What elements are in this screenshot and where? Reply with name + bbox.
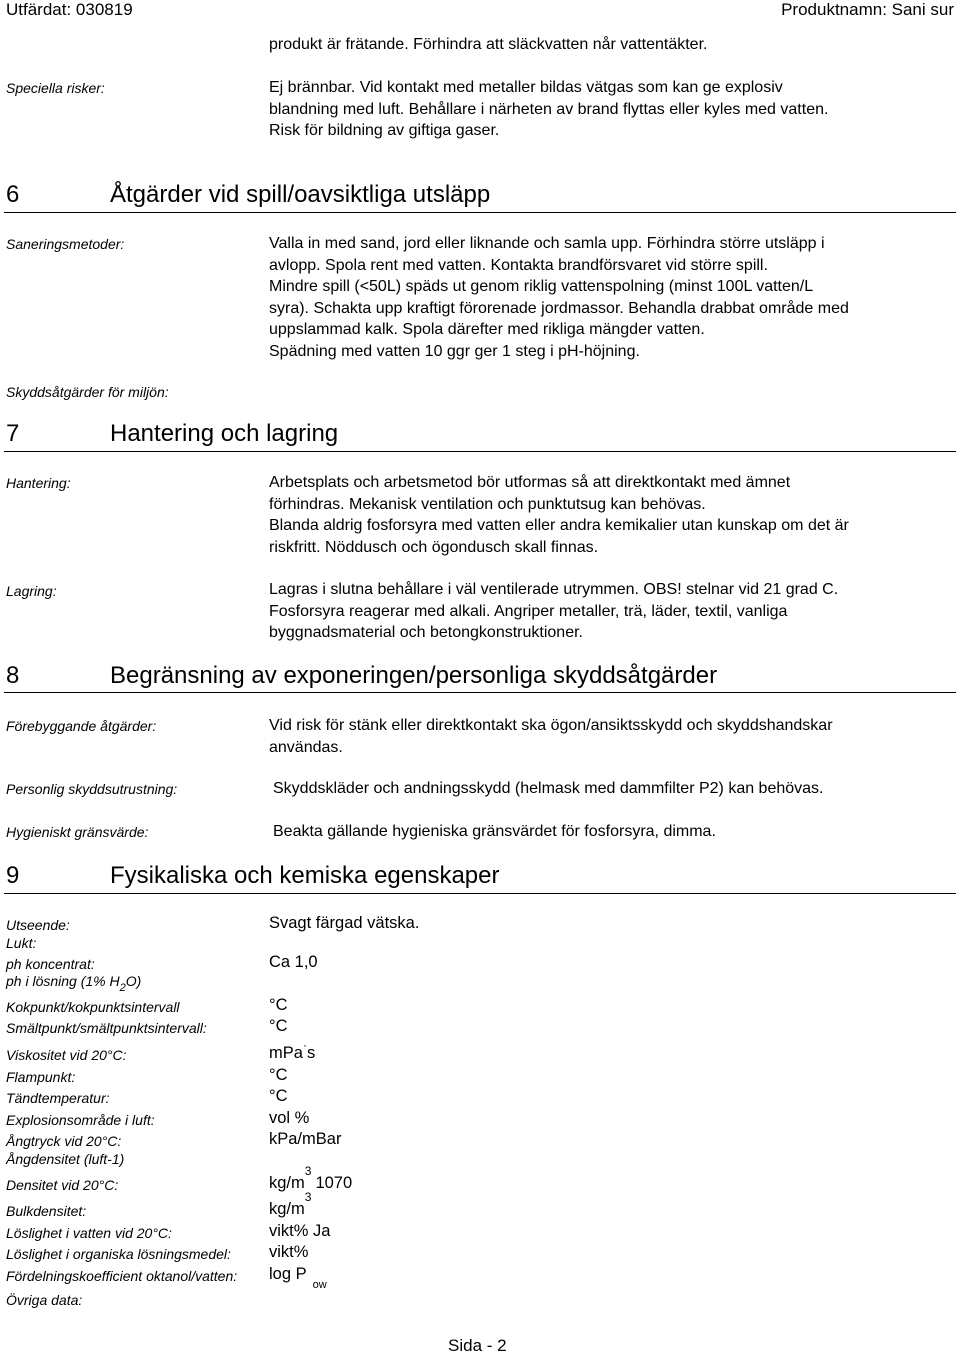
storage-text: Lagras i slutna behållare i väl ventilerade utrymmen. OBS! stelnar vid 21 grad C. Fosforsyra reagerar med alkali. Angriper metaller, trä, läder, textil, vanliga byggnadsmaterial och betongkonstruktioner. (269, 581, 839, 641)
environment-label: Skyddsåtgärder för miljön: (6, 384, 169, 400)
density-value: $kg/m^31070$ (269, 1164, 353, 1192)
exposure-limit-label: Hygieniskt gränsvärde: (6, 824, 149, 840)
ppe-label: Personlig skyddsutrustning: (6, 781, 178, 797)
ph-concentrate-value: Ca 1,0 (269, 953, 318, 971)
explosion-range-label: Explosionsområde i luft: (6, 1112, 155, 1128)
section-9-number: 9 (6, 862, 20, 889)
viscosity-value: mPa·s (269, 1038, 316, 1062)
partition-coefficient-value: $\log P_{ow}$ (269, 1265, 327, 1291)
melting-point-label: Smältpunkt/smältpunktsintervall: (6, 1020, 207, 1036)
solubility-organic-label: Löslighet i organiska lösningsmedel: (6, 1246, 231, 1262)
flash-point-value: °C (269, 1066, 288, 1084)
handling-label: Hantering: (6, 475, 71, 491)
ph-solution-label: ph i lösning (1% $H_2O$) (6, 973, 142, 994)
section-9-title: Fysikaliska och kemiska egenskaper (110, 862, 500, 889)
explosion-range-value: vol % (269, 1109, 310, 1127)
solubility-organic-value: vikt% (269, 1243, 309, 1261)
cleanup-text: Valla in med sand, jord eller liknande och samla upp. Förhindra större utsläpp i avlopp. Spola rent med vatten. Kontakta brandförsvaret vid större spill. Mindre spill (<50L) späds ut genom riklig vattenspolning (minst 100L vatten/L syra). Schakta upp kraftigt förorenade jordmassor. Behandla drabbat område med uppslammad kalk. Spola därefter med rikliga mängder vatten. Spädning med vatten 10 ggr ger 1 steg i pH-höjning. (269, 235, 849, 360)
appearance-value: Svagt färgad vätska. (269, 914, 420, 932)
vapor-pressure-label: Ångtryck vid 20°C: (6, 1133, 122, 1149)
product-name: Produktnamn: Sani sur (781, 0, 954, 19)
preventive-text: Vid risk för stänk eller direktkontakt ska ögon/ansiktsskydd och skyddshandskar användas. (269, 717, 833, 756)
section-7-rule (4, 451, 956, 452)
special-risks-text: Ej brännbar. Vid kontakt med metaller bildas vätgas som kan ge explosiv blandning med luft. Behållare i närheten av brand flyttas eller kyles med vatten. Risk för bildning av giftiga gaser. (269, 79, 829, 139)
ppe-text: Skyddskläder och andningsskydd (helmask med dammfilter P2) kan behövas. (273, 780, 824, 797)
ignition-temp-value: °C (269, 1087, 288, 1105)
vapor-density-label: Ångdensitet (luft-1) (6, 1151, 125, 1167)
section-8-title: Begränsning av exponeringen/personliga skyddsåtgärder (110, 662, 718, 689)
continued-text: produkt är frätande. Förhindra att släckvatten når vattentäkter. (269, 36, 708, 53)
special-risks-label: Speciella risker: (6, 80, 105, 96)
cleanup-label: Saneringsmetoder: (6, 236, 125, 252)
section-7-number: 7 (6, 420, 20, 447)
viscosity-label: Viskositet vid 20°C: (6, 1047, 127, 1063)
section-8-number: 8 (6, 662, 20, 689)
preventive-label: Förebyggande åtgärder: (6, 718, 157, 734)
section-8-rule (4, 692, 956, 693)
storage-label: Lagring: (6, 583, 57, 599)
boiling-point-label: Kokpunkt/kokpunktsintervall (6, 999, 180, 1015)
section-6-title: Åtgärder vid spill/oavsiktliga utsläpp (110, 181, 491, 208)
issued-date: Utfärdat: 030819 (6, 0, 133, 19)
solubility-water-label: Löslighet i vatten vid 20°C: (6, 1225, 172, 1241)
handling-text: Arbetsplats och arbetsmetod bör utformas så att direktkontakt med ämnet förhindras. Mekanisk ventilation och punktutsug kan behövas. Blanda aldrig fosforsyra med vatten eller andra kemikalier utan kunskap om det är riskfritt. Nöddusch och ögondusch skall finnas. (269, 474, 849, 556)
bulk-density-value: $kg/m^3$ (269, 1190, 312, 1218)
density-label: Densitet vid 20°C: (6, 1177, 119, 1193)
section-6-number: 6 (6, 181, 20, 208)
ph-concentrate-label: ph koncentrat: (6, 956, 95, 972)
odor-label: Lukt: (6, 935, 37, 951)
section-9-rule (4, 893, 956, 894)
solubility-water-value: vikt% Ja (269, 1222, 331, 1240)
flash-point-label: Flampunkt: (6, 1069, 76, 1085)
other-data-label: Övriga data: (6, 1292, 83, 1308)
vapor-pressure-value: kPa/mBar (269, 1130, 342, 1148)
ignition-temp-label: Tändtemperatur: (6, 1090, 110, 1106)
section-7-title: Hantering och lagring (110, 420, 339, 447)
section-6-rule (4, 212, 956, 213)
bulk-density-label: Bulkdensitet: (6, 1203, 87, 1219)
partition-coefficient-label: Fördelningskoefficient oktanol/vatten: (6, 1268, 238, 1284)
appearance-label: Utseende: (6, 917, 70, 933)
exposure-limit-text: Beakta gällande hygieniska gränsvärdet för fosforsyra, dimma. (273, 823, 716, 840)
page-number: Sida - 2 (448, 1336, 507, 1355)
melting-point-value: °C (269, 1017, 288, 1035)
boiling-point-value: °C (269, 996, 288, 1014)
